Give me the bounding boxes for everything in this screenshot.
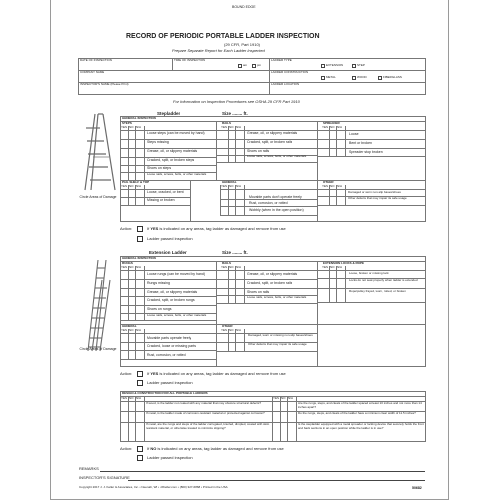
- general-na-header: N/A: [236, 184, 242, 188]
- steps-item: Loose nails, screws, bolts, or other materials: [147, 173, 207, 176]
- other-item: Damaged or worn non-slip bases/shoes: [348, 191, 401, 194]
- locks-yes-header: YES: [322, 265, 329, 269]
- rungs-yes-header: YES: [121, 265, 128, 269]
- ext-rails-yes-header: YES: [221, 265, 228, 269]
- locks-na-header: N/A: [337, 265, 343, 269]
- ext-general-item: Movable parts operate freely: [147, 336, 192, 340]
- extension-heading: Extension Ladder: [149, 250, 187, 255]
- ext-other-item: Damaged, worn or missing non-slip bases/shoes: [248, 334, 313, 337]
- copyright: Copyright 2017 J. J. Keller & Associates, Inc. • Neenah, WI • JJKeller.com • (800) 327-6868 • Printed in the USA: [79, 486, 228, 489]
- wood-label: WOOD: [357, 76, 367, 79]
- rails-yes-header: YES: [221, 125, 228, 129]
- form-cfr: (29 CFR, Part 1910): [224, 43, 261, 47]
- stepladder-action-label: Action:: [120, 227, 133, 231]
- rails-title: RAILS: [222, 122, 231, 125]
- stepladder-general-title: GENERAL: [222, 181, 237, 184]
- steps-item: Shoes on steps: [147, 166, 172, 170]
- rungs-item: Shoes on rungs: [147, 307, 172, 311]
- pail-shelf-title: PAIL SHELF & TOP: [122, 181, 150, 184]
- design-title: DESIGN & CONSTRUCTION FOR ALL PORTABLE LADDERS: [122, 392, 208, 395]
- locks-item: Locks do not seat properly when ladder is extended: [349, 279, 418, 282]
- other-na-header: N/A: [337, 184, 343, 188]
- form-subtitle: Prepare Separate Report for Each Ladder Inspected: [172, 49, 265, 53]
- stepladder-action-checkbox[interactable]: [137, 226, 143, 232]
- design-left-na-header: N/A: [136, 396, 142, 400]
- time-of-inspection-label: TIME OF INSPECTION: [174, 59, 206, 62]
- design-left-item: If metal, is the ladder made of corrosion-resistant material or protected against corrosion?: [146, 412, 265, 415]
- stepladder-action-text: If YES is indicated on any areas, tag ladder as damaged and remove from use: [147, 227, 286, 231]
- pail-item: Missing or broken: [147, 198, 175, 202]
- steps-item: Grease, oil, or slippery materials: [147, 149, 198, 153]
- design-passed-label: Ladder passed inspection: [147, 456, 193, 460]
- ext-general-no-header: NO: [129, 328, 134, 332]
- extension-passed-checkbox[interactable]: [137, 380, 143, 386]
- pail-no-header: NO: [129, 184, 134, 188]
- rails-no-header: NO: [229, 125, 234, 129]
- ext-general-na-header: N/A: [136, 328, 142, 332]
- spreader-title: SPREADER: [323, 122, 340, 125]
- general-yes-header: YES: [221, 184, 228, 188]
- general-item: Rust, corrosion, or rotted: [249, 201, 288, 205]
- steps-item: Steps missing: [147, 140, 169, 144]
- stepladder-circle-areas: Circle Areas of Damage: [79, 195, 117, 199]
- spreader-yes-header: YES: [322, 125, 329, 129]
- steps-title: STEPS: [122, 122, 132, 125]
- ext-rails-item: Cracked, split, or broken rails: [247, 281, 293, 285]
- signature-line[interactable]: [128, 480, 425, 481]
- design-right-na-header: N/A: [288, 396, 294, 400]
- stepladder-passed-label: Ladder passed inspection: [147, 237, 193, 241]
- remarks-label: REMARKS: [79, 467, 99, 471]
- rails-item: Loose nails, screws, bolts, or other materials: [247, 155, 307, 158]
- extension-action-checkbox[interactable]: [137, 371, 143, 377]
- rungs-item: Loose rungs (can be moved by hand): [147, 272, 205, 276]
- other-no-header: NO: [330, 184, 335, 188]
- stepladder-size: Size ........ ft.: [222, 111, 248, 116]
- stepladder-illustration: [79, 112, 119, 192]
- am-label: am: [243, 64, 248, 67]
- general-no-header: NO: [229, 184, 234, 188]
- steps-item: Loose steps (can be moved by hand): [147, 131, 205, 135]
- steps-yes-header: YES: [121, 125, 128, 129]
- stepladder-other-title: OTHER: [323, 181, 334, 184]
- pail-yes-header: YES: [121, 184, 128, 188]
- design-right-item: Do the rungs, steps, and cleats of the ladder have a minimum clear width of 11.5 inches?: [298, 412, 416, 415]
- step-label: STEP: [357, 64, 365, 67]
- steps-na-header: N/A: [136, 125, 142, 129]
- design-passed-checkbox[interactable]: [137, 455, 143, 461]
- rails-item: Cracked, split, or broken rails: [247, 140, 293, 144]
- steps-item: Cracked, split, or broken steps: [147, 158, 195, 162]
- fiberglass-label: FIBERGLASS: [383, 76, 402, 79]
- design-left-item: If wood, is the ladder not coated with any material that may obscure structural defects?: [146, 402, 262, 405]
- am-checkbox[interactable]: [238, 64, 242, 68]
- form-title: RECORD OF PERIODIC PORTABLE LADDER INSPECTION: [126, 33, 320, 40]
- osha-note: For Information on Inspection Procedures see OSHA 29 CFR Part 1910: [173, 100, 300, 104]
- design-action-checkbox[interactable]: [137, 446, 143, 452]
- general-item: Wobbly (when in the open position): [249, 208, 304, 212]
- extension-action-text: If YES is indicated on any areas, tag ladder as damaged and remove from use: [147, 372, 286, 376]
- ext-other-no-header: NO: [229, 328, 234, 332]
- extension-label: EXTENSION: [326, 64, 344, 67]
- wood-checkbox[interactable]: [352, 76, 356, 80]
- design-right-no-header: NO: [281, 396, 286, 400]
- general-item: Movable parts don't operate freely: [249, 195, 302, 199]
- ext-other-na-header: N/A: [236, 328, 242, 332]
- spreader-na-header: N/A: [337, 125, 343, 129]
- rungs-item: Cracked, split, or broken rungs: [147, 298, 195, 302]
- ext-general-item: Rust, corrosion, or rotted: [147, 353, 186, 357]
- rails-item: Grease, oil, or slippery materials: [247, 131, 298, 135]
- locks-item: Rope/pulley frayed, worn, rotted, or broken: [349, 290, 406, 293]
- locks-item: Loose, broken or missing lock: [349, 272, 389, 275]
- design-action-label: Action:: [120, 447, 133, 451]
- extension-action-label: Action:: [120, 372, 133, 376]
- design-left-yes-header: YES: [121, 396, 128, 400]
- ext-rails-no-header: NO: [229, 265, 234, 269]
- design-right-yes-header: YES: [273, 396, 280, 400]
- design-left-item: If metal, are the rungs and steps of the ladder corrugated, knurled, dimpled, coated with skid-resistant material, or otherwise treated to minimize slipping?: [146, 423, 270, 430]
- ladder-construction-label: LADDER CONSTRUCTION: [271, 71, 309, 74]
- date-of-inspection-label: DATE OF INSPECTION: [80, 59, 112, 62]
- design-right-item: Is the stepladder equipped with a metal spreader or locking device that securely holds the front and back sections in an open position while the ladder is in use?: [298, 423, 424, 430]
- extension-ladder-illustration: [84, 258, 114, 353]
- rungs-title: RUNGS: [122, 262, 133, 265]
- rungs-item: Grease, oil, or slippery materials: [147, 290, 198, 294]
- design-action-text: If NO is indicated on any areas, tag ladder as damaged and remove from use: [147, 447, 284, 451]
- other-item: Other defects that may impair its safe usage: [348, 197, 407, 200]
- remarks-line[interactable]: [100, 471, 425, 472]
- stepladder-passed-checkbox[interactable]: [137, 236, 143, 242]
- spreader-item: Spreader stop broken: [349, 150, 383, 154]
- ext-other-item: Other defects that may impair its safe usage: [248, 343, 307, 346]
- company-name-label: COMPANY NAME: [80, 71, 105, 74]
- spreader-no-header: NO: [330, 125, 335, 129]
- rails-na-header: N/A: [236, 125, 242, 129]
- extension-general-inspection-label: GENERAL INSPECTION: [122, 257, 156, 260]
- extension-circle-areas: Circle Areas of Damage: [79, 347, 117, 351]
- extension-passed-label: Ladder passed inspection: [147, 381, 193, 385]
- metal-checkbox[interactable]: [321, 76, 325, 80]
- extension-general-title: GENERAL: [122, 325, 137, 328]
- metal-label: METAL: [326, 76, 336, 79]
- spreader-item: Bent or broken: [349, 141, 372, 145]
- pail-na-header: N/A: [136, 184, 142, 188]
- pm-checkbox[interactable]: [252, 64, 256, 68]
- extension-locks-title: EXTENSION LOCKS & ROPE: [323, 262, 365, 265]
- other-yes-header: YES: [322, 184, 329, 188]
- stepladder-heading: Stepladder: [157, 111, 181, 116]
- signature-label: INSPECTOR'S SIGNATURE: [79, 476, 130, 480]
- rungs-no-header: NO: [129, 265, 134, 269]
- extension-checkbox[interactable]: [321, 64, 325, 68]
- rungs-na-header: N/A: [136, 265, 142, 269]
- design-left-no-header: NO: [129, 396, 134, 400]
- ext-rails-item: Shoes on rails: [247, 290, 270, 294]
- pail-item: Loose, cracked, or bent: [147, 190, 184, 194]
- ladder-type-label: LADDER TYPE: [271, 59, 292, 62]
- rungs-item: Loose nails, screws, bolts, or other materials: [147, 314, 207, 317]
- ladder-location-label: LADDER LOCATION: [271, 83, 300, 86]
- ext-rails-na-header: N/A: [236, 265, 242, 269]
- bound-edge-label: BOUND EDGE: [232, 5, 256, 9]
- fiberglass-checkbox[interactable]: [378, 76, 382, 80]
- steps-no-header: NO: [129, 125, 134, 129]
- design-right-item: Are the rungs, steps, and cleats of the ladder spaced at least 10 inches and not more than 14 inches apart?: [298, 402, 422, 409]
- step-checkbox[interactable]: [352, 64, 356, 68]
- extension-size: Size ........ ft.: [222, 250, 248, 255]
- rungs-item: Rungs missing: [147, 281, 170, 285]
- locks-no-header: NO: [330, 265, 335, 269]
- stepladder-general-inspection-label: GENERAL INSPECTION: [122, 117, 156, 120]
- extension-other-title: OTHER: [222, 325, 233, 328]
- inspector-name-label: INSPECTOR'S NAME (Please Print): [80, 83, 129, 86]
- rails-item: Shoes on rails: [247, 149, 270, 153]
- extension-rails-title: RAILS: [222, 262, 231, 265]
- ext-general-item: Cracked, loose or missing parts: [147, 344, 197, 348]
- ext-general-yes-header: YES: [121, 328, 128, 332]
- pm-label: pm: [257, 64, 262, 67]
- spreader-item: Loose: [349, 132, 359, 136]
- ext-rails-item: Grease, oil, or slippery materials: [247, 272, 298, 276]
- form-number: 50682: [412, 486, 422, 490]
- ext-other-yes-header: YES: [221, 328, 228, 332]
- ext-rails-item: Loose nails, screws, bolts, or other materials: [247, 296, 307, 299]
